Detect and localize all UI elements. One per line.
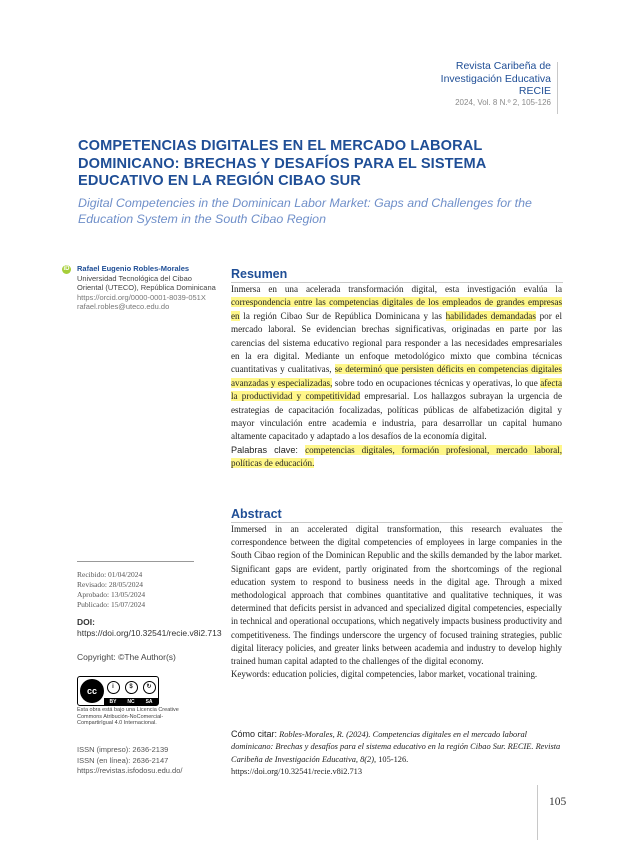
- author-name: Rafael Eugenio Robles-Morales: [77, 264, 190, 273]
- journal-name-line1: Revista Caribeña de: [455, 60, 551, 72]
- header-divider: [557, 62, 558, 114]
- attribution-icon: i: [107, 681, 120, 694]
- journal-name-line2: Investigación Educativa: [440, 72, 551, 85]
- highlight-2: habilidades demandadas: [445, 310, 536, 321]
- resumen-heading: Resumen: [231, 267, 288, 281]
- doi-label: DOI:: [77, 617, 95, 627]
- keywords: education policies, digital competencies, labor market, vocational training.: [272, 669, 538, 680]
- journal-name: [441, 60, 551, 98]
- doi-block: [77, 617, 222, 638]
- highlight-3: se determinó que persisten déficits en competencias digitales avanzadas y especializadas,: [231, 364, 562, 388]
- sharealike-icon: ↻: [143, 681, 156, 694]
- journal-acronym: RECIE: [518, 85, 551, 97]
- dates-block: [77, 570, 145, 610]
- license-note: Esta obra está bajo una Licencia Creative Commons Atribución-NoComercial-CompartirIgual 4.0 Internacional.: [77, 707, 179, 726]
- title-english: Digital Competencies in the Dominican Labor Market: Gaps and Challenges for the Education System in the South Cibao Region: [78, 196, 532, 226]
- page-number: 105: [549, 796, 567, 808]
- journal-url[interactable]: https://revistas.isfodosu.edu.do/: [77, 766, 183, 775]
- author-email[interactable]: rafael.robles@uteco.edu.do: [77, 302, 170, 311]
- page-number-divider: [537, 785, 538, 840]
- cc-by-label: BY: [109, 698, 117, 705]
- citation-doi[interactable]: https://doi.org/10.32541/recie.v8i2.713: [231, 766, 363, 776]
- cc-license-badge[interactable]: [77, 676, 159, 706]
- cc-nc-label: NC: [127, 698, 135, 705]
- date-received: Recibido: 01/04/2024: [77, 570, 143, 579]
- citation-journal: RECIE. Revista Caribeña de Investigación Educativa, 8(2),: [231, 742, 561, 764]
- issn-online: ISSN (en línea): 2636-2147: [77, 755, 169, 765]
- highlight-1: correspondencia entre las competencias digitales de los empleados de grandes empresas en: [231, 297, 562, 321]
- author-affiliation: Universidad Tecnológica del Cibao Oriental (UTECO), República Dominicana: [77, 273, 216, 292]
- journal-issue: 2024, Vol. 8 N.º 2, 105-126: [455, 98, 551, 107]
- abstract-heading: Abstract: [231, 507, 282, 521]
- keywords-label: Keywords:: [231, 669, 273, 680]
- palabras-clave-label: Palabras clave:: [231, 444, 306, 455]
- noncommercial-icon: $: [125, 681, 138, 694]
- citation-block: Cómo citar: Robles-Morales, R. (2024). Competencias digitales en el mercado laboral dominicano: Brechas y desafíos para el sistema educativo en la región Cibao Sur. RECIE. Revista Caribeña de Investigación Educativa, 8(2), 105-126. https://doi.org/10.32541/recie.v8i2.713: [231, 729, 561, 776]
- cc-sa-label: SA: [145, 698, 153, 705]
- date-approved: Aprobado: 13/05/2024: [77, 590, 146, 599]
- orcid-icon[interactable]: iD: [63, 266, 70, 272]
- abstract-text: Immersed in an accelerated digital transformation, this research evaluates the correspondence between the digital competencies of employees in large companies in the South Cibao region of the Dominican Republic and the skills demanded by the labor market. Significant gaps are evident, partly originated from the shortcomings of the regional education system to respond to business needs in the digital age. Through a mixed methodological approach that combines quantitative and qualitative techniques, it was determined that deficits persist in advanced and specialized digital competencies, especially in technical and operational occupations, which negatively impacts business productivity and competitiveness. The findings underscore the urgency of focused training strategies, public digital literacy policies, and greater links between academia and industry to develop highly trained human capital adapted to the challenges of the digital economy. Keywords: education policies, digital competencies, labor market, vocational training.: [231, 524, 562, 680]
- citation-label: Cómo citar:: [231, 729, 278, 739]
- palabras-clave: competencias digitales, formación profesional, mercado laboral, políticas de educación.: [231, 444, 562, 469]
- resumen-text: Inmersa en una acelerada transformación digital, esta investigación evalúa la correspondencia entre las competencias digitales de los empleados de grandes empresas en la región Cibao Sur de República Dominicana y las habilidades demandadas por el mercado laboral. Se evidencian brechas significativas, originadas en parte por las carencias del sistema educativo regional para responder a las necesidades empresariales en la era digital. Mediante un enfoque metodológico mixto que combina técnicas cuantitativas y cualitativas, se determinó que persisten déficits en competencias digitales avanzadas y especializadas, sobre todo en ocupaciones técnicas y operativas, lo que afecta la productividad y competitividad empresarial. Los hallazgos subrayan la urgencia de estrategias de capacitación focalizadas, políticas públicas de alfabetización digital y mayor vinculación entre academia e industria, para desarrollar un capital humano altamente capacitado y adaptado a los desafíos de la economía digital. Palabras clave: competencias digitales, formación profesional, mercado laboral, políticas de educación.: [231, 284, 562, 469]
- author-orcid-link[interactable]: https://orcid.org/0000-0001-8039-051X: [77, 292, 206, 302]
- date-published: Publicado: 15/07/2024: [77, 600, 146, 609]
- author-block: [77, 264, 217, 312]
- issn-block: [77, 745, 182, 777]
- highlight-4: afecta la productividad y competitividad: [231, 377, 562, 402]
- issn-print: ISSN (impreso): 2636-2139: [77, 745, 169, 754]
- title-spanish: COMPETENCIAS DIGITALES EN EL MERCADO LABORAL DOMINICANO: BRECHAS Y DESAFÍOS PARA EL SISTEMA EDUCATIVO EN LA REGIÓN CIBAO SUR: [78, 138, 486, 189]
- doi-link[interactable]: https://doi.org/10.32541/recie.v8i2.713: [77, 627, 222, 638]
- date-revised: Revisado: 28/05/2024: [77, 580, 144, 589]
- copyright: Copyright: ©The Author(s): [77, 652, 176, 662]
- cc-logo-icon: cc: [80, 679, 104, 703]
- dates-divider: [77, 561, 194, 562]
